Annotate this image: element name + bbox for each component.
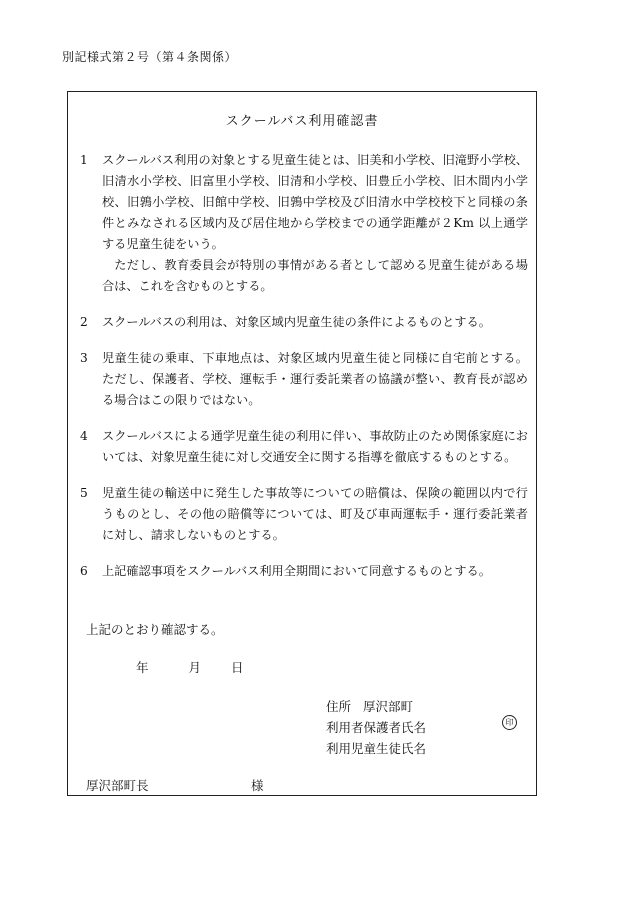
list-item xyxy=(78,426,528,468)
item-number: 2 xyxy=(80,315,88,329)
addressee-line xyxy=(86,776,264,794)
item-paragraph: スクールバス利用の対象とする児童生徒とは、旧美和小学校、旧滝野小学校、旧清水小学校、旧富里小学校、旧清和小学校、旧豊丘小学校、旧木間内小学校、旧鶉小学校、旧館中学校、旧鶉中学校及び旧清水中学校校下と同様の条件とみなされる区域内及び居住地から学校までの通学距離が２Km 以上通学する児童生徒をいう。 xyxy=(102,153,528,251)
addressee-honorific: 様 xyxy=(251,778,264,793)
list-item xyxy=(78,348,528,411)
date-year: 年 xyxy=(136,660,149,675)
seal-mark: 印 xyxy=(502,715,517,730)
guardian-label: 利用者保護者氏名 xyxy=(326,720,427,735)
guardian-row xyxy=(326,717,426,738)
item-paragraph: 児童生徒の輸送中に発生した事故等についての賠償は、保険の範囲以内で行うものとし、その他の賠償等については、町及び車両運転手・運行委託業者に対し、請求しないものとする。 xyxy=(102,486,528,542)
item-number: 4 xyxy=(80,429,88,443)
student-row xyxy=(326,738,426,759)
date-line xyxy=(136,658,243,676)
form-label: 別記様式第２号（第４条関係） xyxy=(62,50,238,64)
item-paragraph: 上記確認事項をスクールバス利用全期間において同意するものとする。 xyxy=(102,564,491,578)
confirmation-statement: 上記のとおり確認する。 xyxy=(86,622,224,637)
document-title: スクールバス利用確認書 xyxy=(225,114,379,129)
signature-block xyxy=(326,696,426,759)
list-item xyxy=(78,483,528,546)
item-paragraph: 児童生徒の乗車、下車地点は、対象区域内児童生徒と同様に自宅前とする。ただし、保護者、学校、運転手・運行委託業者の協議が整い、教育長が認める場合はこの限りではない。 xyxy=(102,351,528,407)
address-value: 厚沢部町 xyxy=(363,699,414,714)
date-month: 月 xyxy=(188,660,201,675)
item-paragraph: スクールバスの利用は、対象区域内児童生徒の条件によるものとする。 xyxy=(102,315,491,329)
item-paragraph: スクールバスによる通学児童生徒の利用に伴い、事故防止のため関係家庭においては、対象児童生徒に対し交通安全に関する指導を徹底するものとする。 xyxy=(102,429,528,464)
item-number: 1 xyxy=(80,153,88,167)
item-text xyxy=(102,426,528,468)
item-number: 3 xyxy=(80,351,88,365)
date-day: 日 xyxy=(230,660,244,675)
list-item xyxy=(78,150,528,297)
addressee-name: 厚沢部町長 xyxy=(86,778,149,793)
item-text xyxy=(102,561,528,582)
address-row xyxy=(326,696,426,717)
item-text xyxy=(102,150,528,297)
list-item xyxy=(78,312,528,333)
item-number: 5 xyxy=(80,486,88,500)
item-text xyxy=(102,483,528,546)
item-number: 6 xyxy=(80,564,88,578)
list-item xyxy=(78,561,528,582)
item-list xyxy=(78,150,528,597)
address-label: 住所 xyxy=(326,699,352,714)
student-label: 利用児童生徒氏名 xyxy=(326,741,427,756)
item-text xyxy=(102,348,528,411)
document-frame xyxy=(67,91,537,796)
item-text xyxy=(102,312,528,333)
item-paragraph: ただし、教育委員会が特別の事情がある者として認める児童生徒がある場合は、これを含むものとする。 xyxy=(102,258,528,293)
